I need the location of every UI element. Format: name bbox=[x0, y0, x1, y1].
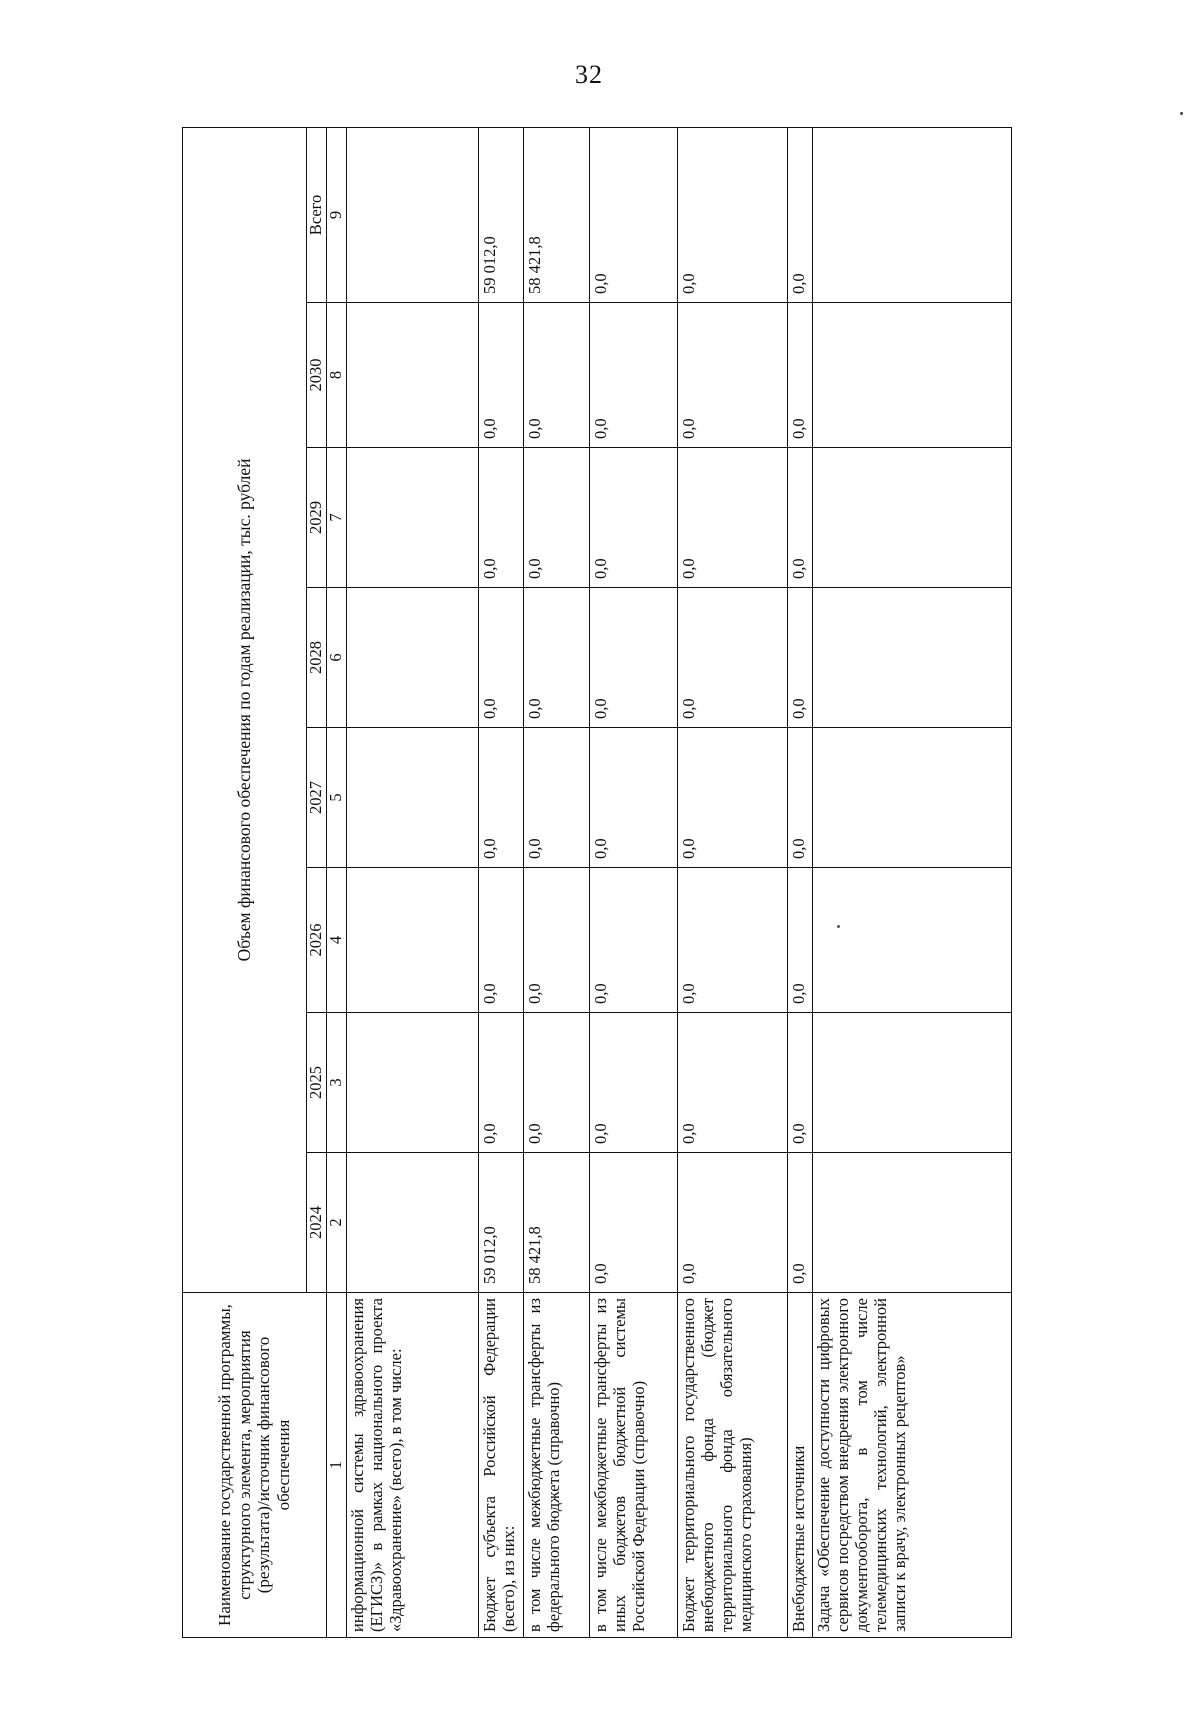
value-cell: 0,0 bbox=[589, 1153, 677, 1293]
value-cell bbox=[812, 448, 1011, 588]
column-number: 6 bbox=[326, 588, 346, 728]
value-cell bbox=[812, 127, 1011, 302]
value-cell: 0,0 bbox=[478, 303, 523, 448]
rotated-table bbox=[182, 128, 1012, 1638]
page-number: 32 bbox=[575, 60, 603, 89]
financing-table bbox=[182, 127, 1012, 1638]
column-number: 7 bbox=[326, 448, 346, 588]
year-cell: 2030 bbox=[307, 303, 327, 448]
value-cell: 0,0 bbox=[677, 588, 787, 728]
value-cell: 0,0 bbox=[677, 448, 787, 588]
value-cell bbox=[346, 303, 478, 448]
value-cell: 0,0 bbox=[523, 728, 589, 868]
year-cell: 2024 bbox=[307, 1153, 327, 1293]
column-number: 3 bbox=[326, 1013, 346, 1153]
value-cell: 0,0 bbox=[478, 448, 523, 588]
column-number: 2 bbox=[326, 1153, 346, 1293]
value-cell: 0,0 bbox=[523, 588, 589, 728]
header-name-column: Наименование государственной программы, структурного элемента, мероприятия (результата)/источник финансового обеспечения bbox=[183, 1293, 327, 1638]
value-cell: 0,0 bbox=[523, 1013, 589, 1153]
column-number: 8 bbox=[326, 303, 346, 448]
value-cell: 0,0 bbox=[787, 1013, 812, 1153]
value-cell: 0,0 bbox=[787, 1153, 812, 1293]
table-row bbox=[677, 127, 787, 1637]
financing-table-container bbox=[182, 128, 1012, 1638]
table-row bbox=[812, 127, 1011, 1637]
value-cell bbox=[812, 1153, 1011, 1293]
value-cell: 59 012,0 bbox=[478, 1153, 523, 1293]
value-cell: 0,0 bbox=[523, 868, 589, 1013]
scan-speck bbox=[1180, 112, 1183, 115]
year-cell: 2029 bbox=[307, 448, 327, 588]
value-cell: 0,0 bbox=[677, 303, 787, 448]
value-cell: 0,0 bbox=[589, 303, 677, 448]
year-cell: 2028 bbox=[307, 588, 327, 728]
value-cell: 0,0 bbox=[787, 728, 812, 868]
table-row bbox=[478, 127, 523, 1637]
value-cell bbox=[812, 303, 1011, 448]
column-number: 1 bbox=[326, 1293, 346, 1638]
column-number: 5 bbox=[326, 728, 346, 868]
value-cell: 0,0 bbox=[677, 868, 787, 1013]
value-cell: 0,0 bbox=[478, 868, 523, 1013]
value-cell: 0,0 bbox=[478, 728, 523, 868]
value-cell: 0,0 bbox=[589, 588, 677, 728]
row-label: в том числе межбюджетные трансферты из иных бюджетов бюджетной системы Российской Федерации (справочно) bbox=[589, 1293, 677, 1638]
value-cell: 0,0 bbox=[677, 728, 787, 868]
value-cell: 0,0 bbox=[677, 127, 787, 302]
row-label: Бюджет территориального государственного внебюджетного фонда (бюджет территориального фонда обязательного медицинского страхования) bbox=[677, 1293, 787, 1638]
header-volume-title: Объем финансового обеспечения по годам реализации, тыс. рублей bbox=[183, 127, 307, 1292]
total-header-cell: Всего bbox=[307, 127, 327, 302]
value-cell bbox=[812, 868, 1011, 1013]
value-cell: 0,0 bbox=[677, 1153, 787, 1293]
value-cell: 0,0 bbox=[589, 127, 677, 302]
value-cell bbox=[346, 127, 478, 302]
value-cell bbox=[346, 448, 478, 588]
row-label: информационной системы здравоохранения (ЕГИСЗ)» в рамках национального проекта «Здравоохранение» (всего), в том числе: bbox=[346, 1293, 478, 1638]
value-cell: 59 012,0 bbox=[478, 127, 523, 302]
column-number: 4 bbox=[326, 868, 346, 1013]
column-numbers-row bbox=[326, 127, 346, 1637]
value-cell bbox=[812, 728, 1011, 868]
value-cell bbox=[346, 868, 478, 1013]
row-label: Внебюджетные источники bbox=[787, 1293, 812, 1638]
value-cell: 0,0 bbox=[589, 1013, 677, 1153]
value-cell bbox=[346, 728, 478, 868]
value-cell: 0,0 bbox=[589, 448, 677, 588]
column-number: 9 bbox=[326, 127, 346, 302]
year-cell: 2025 bbox=[307, 1013, 327, 1153]
value-cell: 0,0 bbox=[787, 448, 812, 588]
value-cell: 0,0 bbox=[787, 588, 812, 728]
value-cell: 0,0 bbox=[523, 448, 589, 588]
table-row bbox=[346, 127, 478, 1637]
value-cell: 0,0 bbox=[677, 1013, 787, 1153]
value-cell: 0,0 bbox=[523, 303, 589, 448]
value-cell bbox=[346, 588, 478, 728]
header-row bbox=[183, 127, 307, 1637]
value-cell: 0,0 bbox=[589, 868, 677, 1013]
value-cell bbox=[812, 1013, 1011, 1153]
row-label: в том числе межбюджетные трансферты из федерального бюджета (справочно) bbox=[523, 1293, 589, 1638]
value-cell bbox=[346, 1153, 478, 1293]
row-label: Задача «Обеспечение доступности цифровых сервисов посредством внедрения электронного документооборота, в том числе телемедицинских технологий, электронной записи к врачу, электронных рецептов» bbox=[812, 1293, 1011, 1638]
value-cell: 58 421,8 bbox=[523, 1153, 589, 1293]
row-label: Бюджет субъекта Российской Федерации (всего), из них: bbox=[478, 1293, 523, 1638]
value-cell bbox=[346, 1013, 478, 1153]
value-cell: 0,0 bbox=[478, 588, 523, 728]
value-cell bbox=[812, 588, 1011, 728]
year-cell: 2026 bbox=[307, 868, 327, 1013]
table-row bbox=[787, 127, 812, 1637]
value-cell: 0,0 bbox=[589, 728, 677, 868]
scan-speck bbox=[837, 925, 840, 928]
value-cell: 58 421,8 bbox=[523, 127, 589, 302]
value-cell: 0,0 bbox=[787, 868, 812, 1013]
value-cell: 0,0 bbox=[787, 303, 812, 448]
year-cell: 2027 bbox=[307, 728, 327, 868]
table-row bbox=[589, 127, 677, 1637]
table-row bbox=[523, 127, 589, 1637]
value-cell: 0,0 bbox=[787, 127, 812, 302]
value-cell: 0,0 bbox=[478, 1013, 523, 1153]
